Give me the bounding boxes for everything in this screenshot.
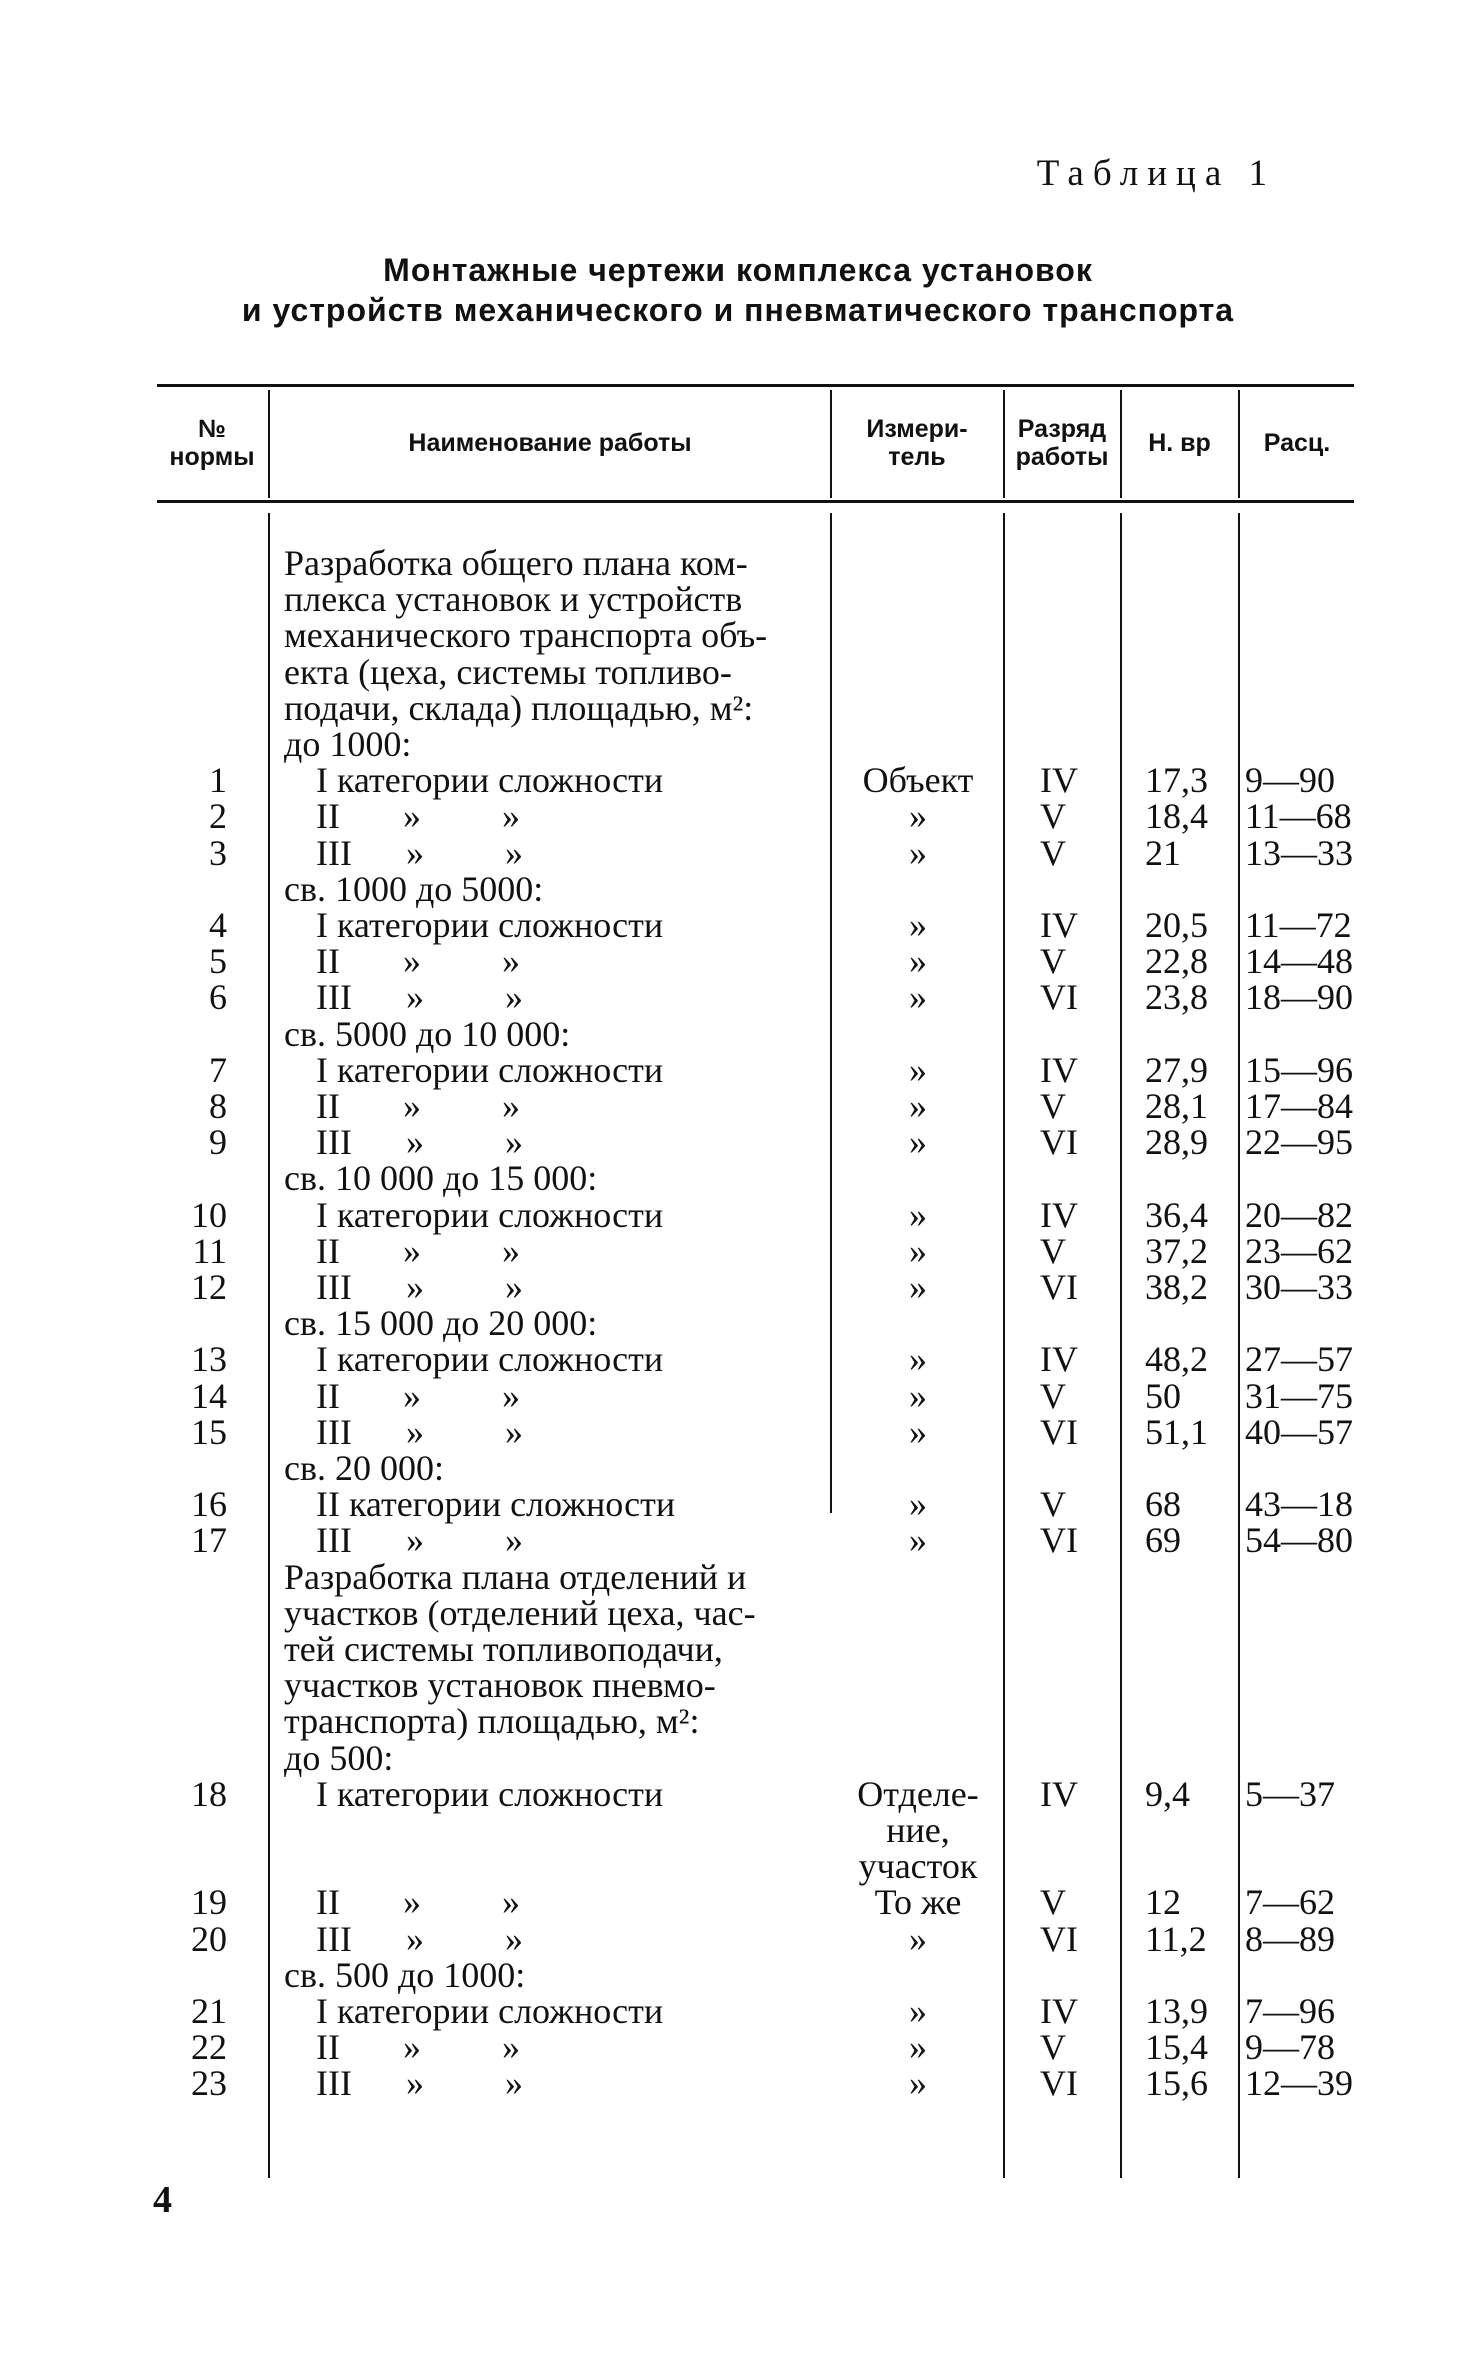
- work-name-line: механического транспорта объ-: [284, 615, 768, 655]
- work-name-line: I категории сложности: [316, 1050, 664, 1090]
- rate-cell: 11—68: [1245, 796, 1352, 836]
- work-name-line: III » »: [316, 833, 523, 873]
- header-bottom-rule: [157, 500, 1354, 503]
- rate-cell: 27—57: [1245, 1339, 1353, 1379]
- work-name-line: II » »: [316, 1882, 520, 1922]
- unit-cell: »: [909, 1991, 927, 2031]
- grade-cell: V: [1040, 1376, 1066, 1416]
- rate-cell: 22—95: [1245, 1122, 1353, 1162]
- grade-cell: IV: [1040, 1195, 1078, 1235]
- rate-cell: 12—39: [1245, 2063, 1353, 2103]
- column-divider: [1238, 513, 1240, 2178]
- rate-cell: 8—89: [1245, 1919, 1335, 1959]
- hours-cell: 13,9: [1145, 1991, 1208, 2031]
- norm-number: 7: [209, 1050, 227, 1090]
- hours-cell: 22,8: [1145, 941, 1208, 981]
- grade-cell: VI: [1040, 2063, 1078, 2103]
- rate-cell: 31—75: [1245, 1376, 1353, 1416]
- work-name-line: до 1000:: [284, 724, 412, 764]
- norm-number: 11: [192, 1231, 227, 1271]
- header-grade: Разряд работы: [1015, 415, 1109, 471]
- unit-cell: »: [909, 2027, 927, 2067]
- work-name-line: св. 10 000 до 15 000:: [284, 1158, 598, 1198]
- grade-cell: V: [1040, 833, 1066, 873]
- work-name-line: плекса установок и устройств: [284, 579, 743, 619]
- hours-cell: 12: [1145, 1882, 1181, 1922]
- rate-cell: 17—84: [1245, 1086, 1353, 1126]
- norm-number: 21: [191, 1991, 227, 2031]
- grade-cell: VI: [1040, 1520, 1078, 1560]
- work-name-line: III » »: [316, 1122, 523, 1162]
- grade-cell: V: [1040, 1086, 1066, 1126]
- hours-cell: 38,2: [1145, 1267, 1208, 1307]
- rate-cell: 54—80: [1245, 1520, 1353, 1560]
- work-name-line: св. 1000 до 5000:: [284, 869, 544, 909]
- hours-cell: 28,1: [1145, 1086, 1208, 1126]
- header-unit: Измери- тель: [866, 415, 968, 471]
- work-name-line: св. 15 000 до 20 000:: [284, 1303, 598, 1343]
- unit-cell: »: [909, 1376, 927, 1416]
- work-name-line: I категории сложности: [316, 1774, 664, 1814]
- grade-cell: VI: [1040, 1122, 1078, 1162]
- grade-cell: V: [1040, 1484, 1066, 1524]
- table-subtitle: и устройств механического и пневматического транспорта: [241, 292, 1235, 328]
- table-label: Таблица 1: [1036, 153, 1276, 194]
- unit-cell: участок: [858, 1846, 978, 1886]
- work-name-line: II » »: [316, 1231, 520, 1271]
- norm-number: 17: [191, 1520, 227, 1560]
- unit-cell: ние,: [886, 1810, 950, 1850]
- norm-number: 12: [191, 1267, 227, 1307]
- norm-number: 13: [191, 1339, 227, 1379]
- work-name-line: св. 5000 до 10 000:: [284, 1014, 571, 1054]
- top-rule: [157, 384, 1354, 387]
- norm-number: 3: [209, 833, 227, 873]
- unit-cell: »: [909, 1195, 927, 1235]
- hours-cell: 48,2: [1145, 1339, 1208, 1379]
- norm-number: 8: [209, 1086, 227, 1126]
- work-name-line: Разработка плана отделений и: [284, 1557, 747, 1597]
- norm-number: 6: [209, 977, 227, 1017]
- norm-number: 9: [209, 1122, 227, 1162]
- work-name-line: III » »: [316, 1412, 523, 1452]
- work-name-line: екта (цеха, системы топливо-: [284, 652, 732, 692]
- norm-number: 22: [191, 2027, 227, 2067]
- column-divider: [268, 513, 270, 2178]
- work-name-line: I категории сложности: [316, 905, 664, 945]
- unit-cell: »: [909, 1122, 927, 1162]
- unit-cell: »: [909, 1086, 927, 1126]
- work-name-line: транспорта) площадью, м²:: [284, 1701, 700, 1741]
- work-name-line: I категории сложности: [316, 1339, 664, 1379]
- norm-number: 2: [209, 796, 227, 836]
- rate-cell: 7—62: [1245, 1882, 1335, 1922]
- unit-cell: »: [909, 1050, 927, 1090]
- hours-cell: 18,4: [1145, 796, 1208, 836]
- unit-cell: »: [909, 905, 927, 945]
- header-rate: Расц.: [1263, 429, 1331, 457]
- grade-cell: V: [1040, 1882, 1066, 1922]
- norm-number: 4: [209, 905, 227, 945]
- header-work-name: Наименование работы: [408, 429, 692, 457]
- norm-number: 14: [191, 1376, 227, 1416]
- unit-cell: То же: [874, 1882, 962, 1922]
- work-name-line: Разработка общего плана ком-: [284, 543, 748, 583]
- grade-cell: IV: [1040, 1339, 1078, 1379]
- work-name-line: подачи, склада) площадью, м²:: [284, 688, 754, 728]
- work-name-line: I категории сложности: [316, 760, 664, 800]
- rate-cell: 7—96: [1245, 1991, 1335, 2031]
- grade-cell: IV: [1040, 905, 1078, 945]
- work-name-line: I категории сложности: [316, 1195, 664, 1235]
- work-name-line: III » »: [316, 1919, 523, 1959]
- grade-cell: VI: [1040, 1267, 1078, 1307]
- unit-cell: »: [909, 1231, 927, 1271]
- grade-cell: V: [1040, 941, 1066, 981]
- rate-cell: 9—90: [1245, 760, 1335, 800]
- grade-cell: IV: [1040, 760, 1078, 800]
- hours-cell: 50: [1145, 1376, 1181, 1416]
- work-name-line: до 500:: [284, 1738, 394, 1778]
- hours-cell: 9,4: [1145, 1774, 1190, 1814]
- hours-cell: 28,9: [1145, 1122, 1208, 1162]
- rate-cell: 13—33: [1245, 833, 1353, 873]
- work-name-line: II » »: [316, 941, 520, 981]
- hours-cell: 21: [1145, 833, 1181, 873]
- norm-number: 20: [191, 1919, 227, 1959]
- grade-cell: V: [1040, 1231, 1066, 1271]
- hours-cell: 27,9: [1145, 1050, 1208, 1090]
- work-name-line: II категории сложности: [316, 1484, 676, 1524]
- hours-cell: 15,4: [1145, 2027, 1208, 2067]
- unit-cell: »: [909, 1412, 927, 1452]
- norm-number: 1: [209, 760, 227, 800]
- rate-cell: 11—72: [1245, 905, 1352, 945]
- header-norm-number: № нормы: [169, 415, 255, 471]
- hours-cell: 69: [1145, 1520, 1181, 1560]
- rate-cell: 20—82: [1245, 1195, 1353, 1235]
- unit-cell: »: [909, 1484, 927, 1524]
- norm-number: 19: [191, 1882, 227, 1922]
- hours-cell: 68: [1145, 1484, 1181, 1524]
- column-divider: [1120, 513, 1122, 2178]
- work-name-line: II » »: [316, 1086, 520, 1126]
- rate-cell: 40—57: [1245, 1412, 1353, 1452]
- work-name-line: II » »: [316, 796, 520, 836]
- grade-cell: IV: [1040, 1050, 1078, 1090]
- table-title: Монтажные чертежи комплекса установок: [383, 252, 1093, 288]
- unit-cell: Объект: [862, 760, 974, 800]
- work-name-line: св. 20 000:: [284, 1448, 444, 1488]
- rate-cell: 43—18: [1245, 1484, 1353, 1524]
- rate-cell: 5—37: [1245, 1774, 1335, 1814]
- column-divider: [1003, 513, 1005, 2178]
- work-name-line: участков установок пневмо-: [284, 1665, 716, 1705]
- rate-cell: 18—90: [1245, 977, 1353, 1017]
- work-name-line: II » »: [316, 1376, 520, 1416]
- hours-cell: 36,4: [1145, 1195, 1208, 1235]
- norm-number: 18: [191, 1774, 227, 1814]
- unit-cell: »: [909, 2063, 927, 2103]
- work-name-line: III » »: [316, 1267, 523, 1307]
- hours-cell: 11,2: [1145, 1919, 1207, 1959]
- unit-cell: »: [909, 1520, 927, 1560]
- unit-cell: »: [909, 1267, 927, 1307]
- grade-cell: VI: [1040, 1412, 1078, 1452]
- grade-cell: VI: [1040, 977, 1078, 1017]
- unit-cell: »: [909, 941, 927, 981]
- rate-cell: 9—78: [1245, 2027, 1335, 2067]
- rate-cell: 23—62: [1245, 1231, 1353, 1271]
- column-divider: [830, 513, 832, 1513]
- work-name-line: III » »: [316, 1520, 523, 1560]
- norm-number: 15: [191, 1412, 227, 1452]
- work-name-line: участков (отделений цеха, час-: [284, 1593, 756, 1633]
- grade-cell: IV: [1040, 1991, 1078, 2031]
- work-name-line: III » »: [316, 977, 523, 1017]
- norm-number: 10: [191, 1195, 227, 1235]
- work-name-line: III » »: [316, 2063, 523, 2103]
- hours-cell: 17,3: [1145, 760, 1208, 800]
- work-name-line: I категории сложности: [316, 1991, 664, 2031]
- work-name-line: тей системы топливоподачи,: [284, 1629, 723, 1669]
- rate-cell: 15—96: [1245, 1050, 1353, 1090]
- unit-cell: »: [909, 977, 927, 1017]
- header-hours: Н. вр: [1148, 429, 1211, 457]
- unit-cell: »: [909, 833, 927, 873]
- rate-cell: 14—48: [1245, 941, 1353, 981]
- unit-cell: Отделе-: [857, 1774, 979, 1814]
- norm-number: 5: [209, 941, 227, 981]
- unit-cell: »: [909, 1919, 927, 1959]
- grade-cell: IV: [1040, 1774, 1078, 1814]
- grade-cell: VI: [1040, 1919, 1078, 1959]
- unit-cell: »: [909, 796, 927, 836]
- unit-cell: »: [909, 1339, 927, 1379]
- column-divider: [268, 390, 270, 498]
- grade-cell: V: [1040, 2027, 1066, 2067]
- norm-number: 23: [191, 2063, 227, 2103]
- hours-cell: 15,6: [1145, 2063, 1208, 2103]
- rate-cell: 30—33: [1245, 1267, 1353, 1307]
- hours-cell: 37,2: [1145, 1231, 1208, 1271]
- hours-cell: 23,8: [1145, 977, 1208, 1017]
- work-name-line: св. 500 до 1000:: [284, 1955, 526, 1995]
- grade-cell: V: [1040, 796, 1066, 836]
- norm-number: 16: [191, 1484, 227, 1524]
- work-name-line: II » »: [316, 2027, 520, 2067]
- page-number: 4: [153, 2179, 172, 2221]
- hours-cell: 51,1: [1145, 1412, 1208, 1452]
- hours-cell: 20,5: [1145, 905, 1208, 945]
